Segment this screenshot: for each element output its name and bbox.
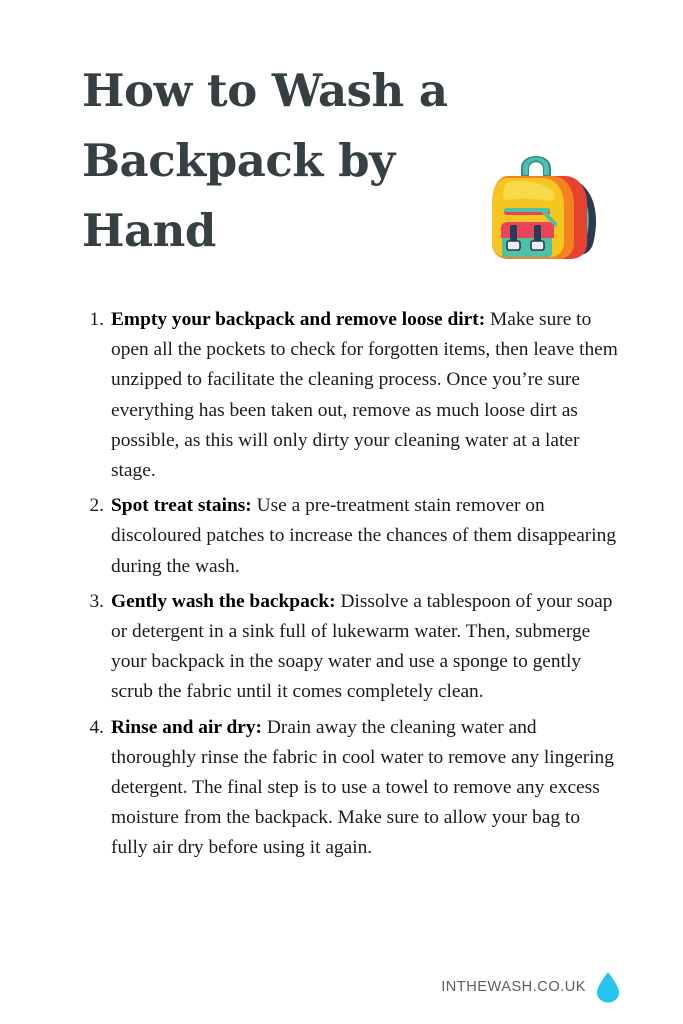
step-number: 1.	[89, 309, 104, 330]
list-item	[82, 713, 618, 864]
step-body: Use a pre-treatment stain remover on discoloured patches to increase the chances of them disappearing during the wash.	[111, 495, 617, 577]
step-heading: Spot treat stains:	[111, 495, 252, 517]
brand-name: INTHEWASH.CO.UK	[441, 979, 586, 995]
page-title-line-1: How to Wash a	[82, 64, 448, 117]
list-item	[82, 491, 618, 582]
header	[0, 0, 683, 290]
step-heading: Rinse and air dry:	[111, 716, 263, 738]
list-item	[82, 587, 618, 708]
brand-logo	[441, 971, 621, 1003]
steps-list	[82, 305, 618, 869]
step-number: 3.	[89, 590, 104, 612]
page-title	[82, 56, 482, 266]
step-heading: Gently wash the backpack:	[111, 590, 336, 612]
page-title-line-3: Hand	[82, 204, 216, 257]
step-number: 4.	[89, 716, 104, 738]
step-heading: Empty your backpack and remove loose dirt:	[111, 309, 486, 330]
step-number: 2.	[89, 495, 104, 517]
step-body: Make sure to open all the pockets to check for forgotten items, then leave them unzipped to facilitate the cleaning process. Once you’re sure everything has been taken out, remove as much loose dirt as possible, as this will only dirty your cleaning water at a later stage.	[111, 309, 618, 482]
list-item	[82, 305, 618, 486]
backpack-illustration	[466, 128, 611, 273]
step-body: Dissolve a tablespoon of your soap or detergent in a sink full of lukewarm water. Then, submerge your backpack in the soapy water and use a sponge to gently scrub the fabric until it comes completely clean.	[111, 590, 613, 703]
water-droplet-icon	[595, 971, 621, 1003]
step-body: Drain away the cleaning water and thoroughly rinse the fabric in cool water to remove any lingering detergent. The final step is to use a towel to remove any excess moisture from the backpack. Make sure to allow your bag to fully air dry before using it again.	[111, 716, 614, 859]
page-title-line-2: Backpack by	[82, 134, 395, 187]
footer	[0, 954, 683, 1024]
